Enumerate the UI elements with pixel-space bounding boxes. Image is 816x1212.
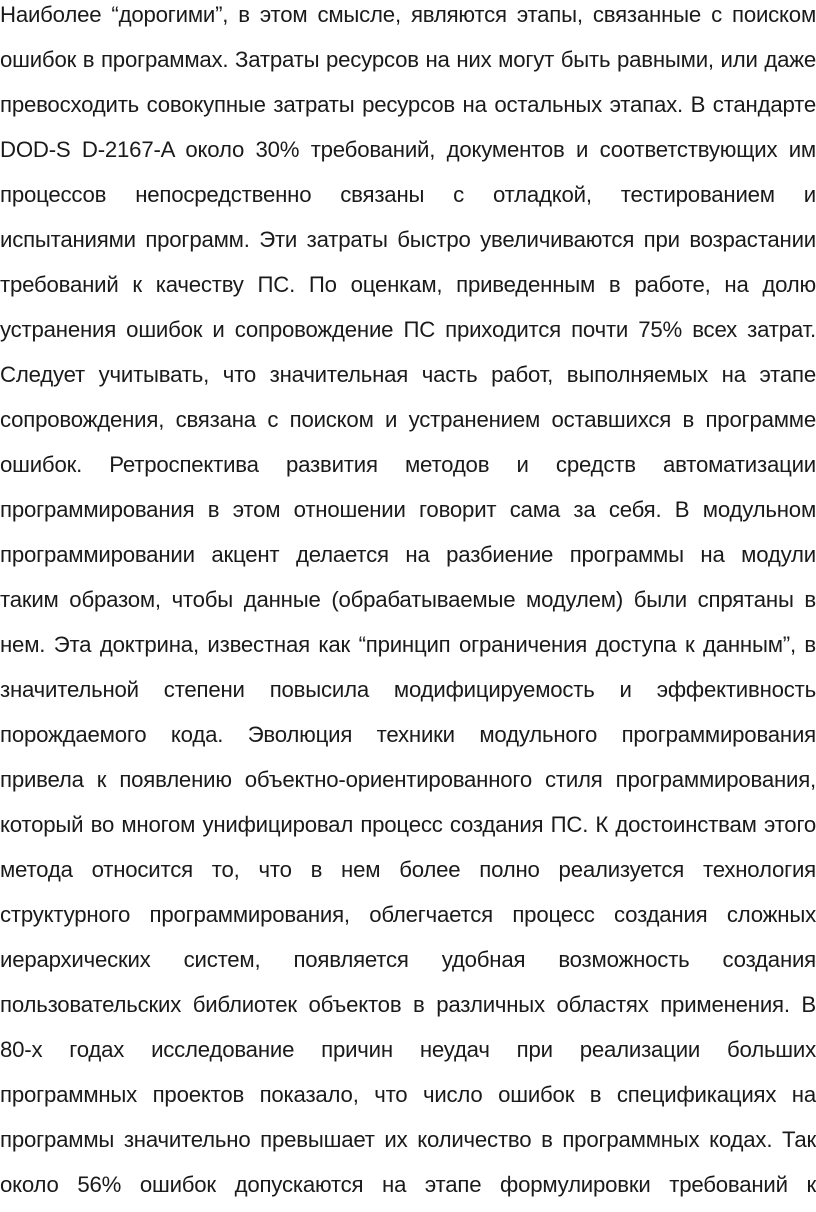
text-line: ошибок в программах. Затраты ресурсов на них могут быть равными, или даже — [0, 47, 816, 72]
text-line: значительной степени повысила модифицируемость и эффективность — [0, 677, 816, 702]
text-line: требований к качеству ПС. По оценкам, приведенным в работе, на долю — [0, 272, 816, 297]
text-line: порождаемого кода. Эволюция техники модульного программирования — [0, 722, 816, 747]
text-line: программирования в этом отношении говорит сама за себя. В модульном — [0, 497, 816, 522]
text-line: структурного программирования, облегчается процесс создания сложных — [0, 902, 816, 927]
text-line: около 56% ошибок допускаются на этапе формулировки требований к — [0, 1172, 816, 1197]
text-line: который во многом унифицировал процесс создания ПС. К достоинствам этого — [0, 812, 816, 837]
text-line: 80-х годах исследование причин неудач при реализации больших — [0, 1037, 816, 1062]
text-line: таким образом, чтобы данные (обрабатываемые модулем) были спрятаны в — [0, 587, 816, 612]
text-line: превосходить совокупные затраты ресурсов на остальных этапах. В стандарте — [0, 92, 816, 117]
text-line: процессов непосредственно связаны с отладкой, тестированием и — [0, 182, 816, 207]
text-line: испытаниями программ. Эти затраты быстро увеличиваются при возрастании — [0, 227, 816, 252]
text-line: Следует учитывать, что значительная часть работ, выполняемых на этапе — [0, 362, 816, 387]
text-line: сопровождения, связана с поиском и устранением оставшихся в программе — [0, 407, 816, 432]
text-line: устранения ошибок и сопровождение ПС приходится почти 75% всех затрат. — [0, 317, 816, 342]
text-line: ошибок. Ретроспектива развития методов и средств автоматизации — [0, 452, 816, 477]
text-line: Наиболее “дорогими”, в этом смысле, являются этапы, связанные с поиском — [0, 2, 816, 27]
text-line: DOD-S D-2167-A около 30% требований, документов и соответствующих им — [0, 137, 816, 162]
text-line: иерархических систем, появляется удобная возможность создания — [0, 947, 816, 972]
text-line: программировании акцент делается на разбиение программы на модули — [0, 542, 816, 567]
text-line: программы значительно превышает их количество в программных кодах. Так — [0, 1127, 816, 1152]
text-line: метода относится то, что в нем более полно реализуется технология — [0, 857, 816, 882]
text-line: нем. Эта доктрина, известная как “принцип ограничения доступа к данным”, в — [0, 632, 816, 657]
text-line: привела к появлению объектно-ориентированного стиля программирования, — [0, 767, 816, 792]
text-line: пользовательских библиотек объектов в различных областях применения. В — [0, 992, 816, 1017]
text-line: программных проектов показало, что число ошибок в спецификациях на — [0, 1082, 816, 1107]
